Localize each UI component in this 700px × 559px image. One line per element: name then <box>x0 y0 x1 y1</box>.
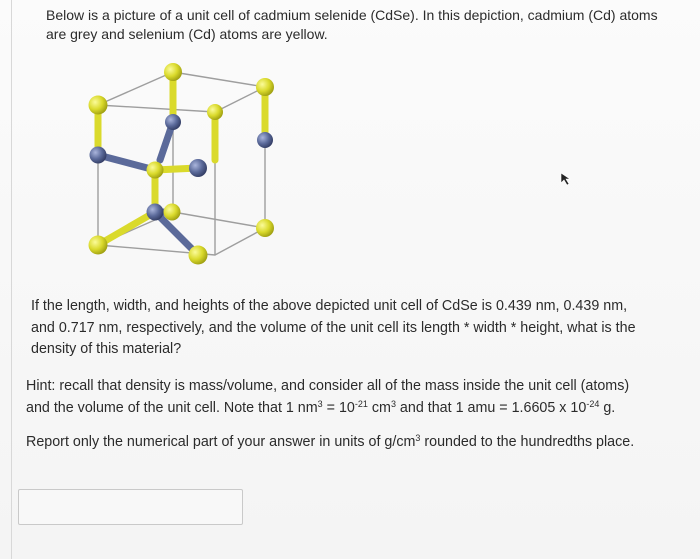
hint-line-1: Hint: recall that density is mass/volume, and consider all of the mass inside the unit cell (atoms) <box>26 378 630 394</box>
cd-atom <box>257 132 273 148</box>
se-atom <box>164 63 182 81</box>
superscript: -21 <box>354 398 368 409</box>
hint-text-part: and the volume of the unit cell. Note that 1 nm <box>26 399 318 416</box>
se-atom <box>89 236 108 255</box>
superscript: 3 <box>317 398 323 409</box>
se-atom <box>256 78 274 96</box>
report-text-part: rounded to the hundredths place. <box>420 434 635 450</box>
hint-line-2 <box>26 400 615 416</box>
hint-text-part: = 10 <box>322 399 355 416</box>
cd-atom <box>147 204 164 221</box>
se-atom <box>256 219 274 237</box>
answer-input[interactable] <box>18 489 243 525</box>
intro-line-1: Below is a picture of a unit cell of cadmium selenide (CdSe). In this depiction, cadmium (Cd) atoms <box>46 7 658 23</box>
left-divider <box>11 0 12 559</box>
report-instruction <box>26 432 696 454</box>
intro-line-2: are grey and selenium (Cd) atoms are yellow. <box>46 26 328 42</box>
question-line-1: If the length, width, and heights of the above depicted unit cell of CdSe is 0.439 nm, 0.439 nm, <box>31 298 628 314</box>
hint-text-part: g. <box>599 399 616 416</box>
se-atom <box>164 204 181 221</box>
report-text-part: Report only the numerical part of your answer in units of g/cm <box>26 434 416 450</box>
hint-text-part: and that 1 amu = 1.6605 x 10 <box>395 399 587 416</box>
cd-atom <box>189 159 207 177</box>
superscript: 3 <box>415 433 421 443</box>
se-atom <box>189 246 208 265</box>
mouse-pointer-icon <box>560 172 572 186</box>
intro-text <box>46 6 686 44</box>
se-atom <box>89 96 108 115</box>
question-line-2: and 0.717 nm, respectively, and the volume of the unit cell its length * width * height, what is the <box>31 319 636 336</box>
question-line-3: density of this material? <box>31 341 182 357</box>
cd-atom <box>165 114 181 130</box>
superscript: 3 <box>390 398 396 409</box>
cdse-unit-cell-image <box>80 60 300 275</box>
cd-atom <box>90 147 107 164</box>
question-text <box>31 296 691 361</box>
se-atom <box>147 162 164 179</box>
hint-text-part: cm <box>367 399 391 416</box>
se-atom <box>207 104 223 120</box>
superscript: -24 <box>586 398 600 409</box>
hint-text <box>26 376 696 419</box>
